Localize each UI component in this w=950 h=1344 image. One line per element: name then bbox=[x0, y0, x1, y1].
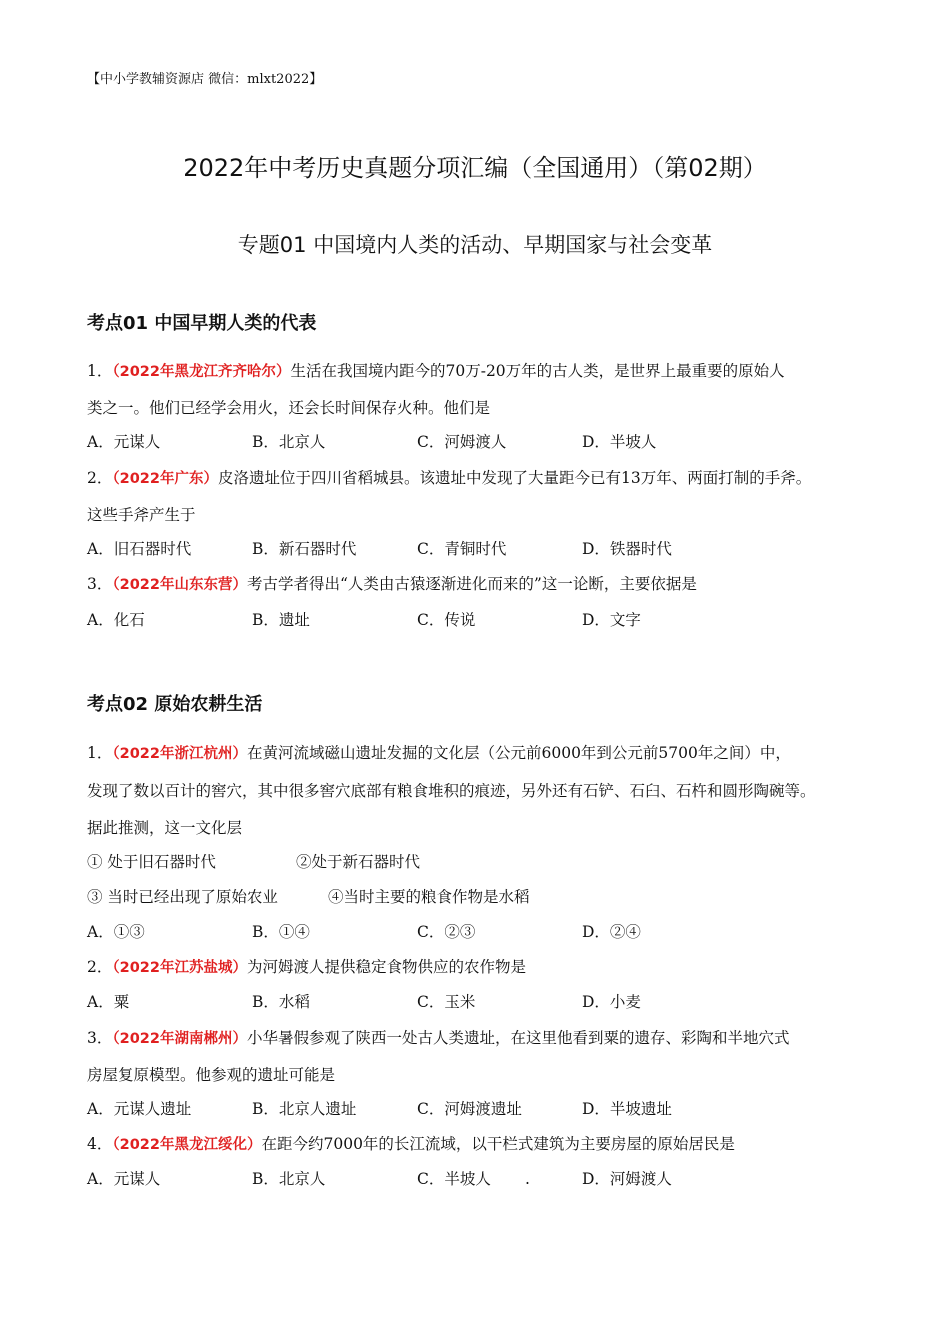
statement-4: ④当时主要的粮食作物是水稻 bbox=[328, 888, 530, 906]
question-1-1 bbox=[87, 361, 785, 382]
question-text: 为河姆渡人提供稳定食物供应的农作物是 bbox=[246, 958, 526, 976]
section-heading-1: 考点01 中国早期人类的代表 bbox=[87, 313, 317, 334]
option-c: C．传说 bbox=[417, 611, 476, 629]
option-c: C．河姆渡遗址 bbox=[417, 1100, 522, 1118]
question-1-2 bbox=[87, 468, 811, 489]
option-d: D．半坡遗址 bbox=[582, 1100, 672, 1118]
question-source: （2022年黑龙江绥化） bbox=[112, 1137, 262, 1153]
question-2-1 bbox=[87, 743, 791, 764]
question-text: 在黄河流域磁山遗址发掘的文化层（公元前6000年到公元前5700年之间）中， bbox=[246, 744, 791, 762]
page-title: 2022年中考历史真题分项汇编（全国通用）（第02期） bbox=[183, 154, 767, 182]
option-c: C．青铜时代 bbox=[417, 540, 507, 558]
option-a: A．元谋人 bbox=[87, 1170, 161, 1188]
option-a: A．元谋人遗址 bbox=[87, 1100, 192, 1118]
option-d: D．铁器时代 bbox=[582, 540, 672, 558]
option-c: C．河姆渡人 bbox=[417, 433, 507, 451]
option-d: D．河姆渡人 bbox=[582, 1170, 672, 1188]
question-number: 1． bbox=[87, 362, 113, 380]
option-d: D．半坡人 bbox=[582, 433, 657, 451]
question-source: （2022年湖南郴州） bbox=[112, 1031, 247, 1047]
question-2-3 bbox=[87, 1028, 790, 1049]
option-b: B．北京人 bbox=[252, 433, 326, 451]
question-source: （2022年山东东营） bbox=[112, 577, 247, 593]
option-a: A．①③ bbox=[87, 923, 145, 941]
question-text: 考古学者得出“人类由古猿逐渐进化而来的”这一论断，主要依据是 bbox=[246, 575, 697, 593]
question-source: （2022年广东） bbox=[112, 471, 218, 487]
question-number: 2． bbox=[87, 469, 113, 487]
option-b: B．新石器时代 bbox=[252, 540, 357, 558]
option-d: D．②④ bbox=[582, 923, 641, 941]
question-text: 小华暑假参观了陕西一处古人类遗址，在这里他看到粟的遗存、彩陶和半地穴式 bbox=[246, 1029, 790, 1047]
question-source: （2022年浙江杭州） bbox=[112, 746, 247, 762]
section-heading-2: 考点02 原始农耕生活 bbox=[87, 694, 263, 715]
question-source: （2022年江苏盐城） bbox=[112, 960, 247, 976]
page-subtitle: 专题01 中国境内人类的活动、早期国家与社会变革 bbox=[237, 233, 713, 257]
option-b: B．遗址 bbox=[252, 611, 310, 629]
statement-1: ① 处于旧石器时代 bbox=[87, 853, 216, 871]
question-source: （2022年黑龙江齐齐哈尔） bbox=[112, 364, 291, 380]
option-a: A．粟 bbox=[87, 993, 130, 1011]
question-text-cont: 房屋复原模型。他参观的遗址可能是 bbox=[87, 1066, 336, 1084]
option-c: C．玉米 bbox=[417, 993, 476, 1011]
question-text-cont: 据此推测，这一文化层 bbox=[87, 819, 243, 837]
option-a: A．旧石器时代 bbox=[87, 540, 192, 558]
option-b: B．北京人遗址 bbox=[252, 1100, 357, 1118]
question-number: 4． bbox=[87, 1135, 113, 1153]
option-c: C．②③ bbox=[417, 923, 476, 941]
statement-2: ②处于新石器时代 bbox=[296, 853, 421, 871]
question-text-cont: 这些手斧产生于 bbox=[87, 506, 196, 524]
question-text-cont: 发现了数以百计的窖穴，其中很多窖穴底部有粮食堆积的痕迹，另外还有石铲、石臼、石杵和圆形陶碗等。 bbox=[87, 782, 816, 800]
question-text: 皮洛遗址位于四川省稻城县。该遗址中发现了大量距今已有13万年、两面打制的手斧。 bbox=[217, 469, 812, 487]
option-b: B．北京人 bbox=[252, 1170, 326, 1188]
question-number: 3． bbox=[87, 1029, 113, 1047]
option-b: B．水稻 bbox=[252, 993, 310, 1011]
question-2-4 bbox=[87, 1134, 735, 1155]
question-1-3 bbox=[87, 574, 697, 595]
header-note: 【中小学教辅资源店 微信：mlxt2022】 bbox=[87, 72, 323, 87]
option-c: C．半坡人 bbox=[417, 1170, 491, 1188]
question-number: 3． bbox=[87, 575, 113, 593]
statement-3: ③ 当时已经出现了原始农业 bbox=[87, 888, 278, 906]
option-b: B．①④ bbox=[252, 923, 310, 941]
question-2-2 bbox=[87, 957, 526, 978]
question-number: 2． bbox=[87, 958, 113, 976]
question-text-cont: 类之一。他们已经学会用火，还会长时间保存火种。他们是 bbox=[87, 399, 491, 417]
question-number: 1． bbox=[87, 744, 113, 762]
option-d: D．小麦 bbox=[582, 993, 641, 1011]
option-a: A．元谋人 bbox=[87, 433, 161, 451]
question-text: 生活在我国境内距今的70万-20万年的古人类，是世界上最重要的原始人 bbox=[290, 362, 785, 380]
stray-mark: . bbox=[525, 1170, 530, 1188]
question-text: 在距今约7000年的长江流域，以干栏式建筑为主要房屋的原始居民是 bbox=[261, 1135, 735, 1153]
option-d: D．文字 bbox=[582, 611, 641, 629]
option-a: A．化石 bbox=[87, 611, 145, 629]
